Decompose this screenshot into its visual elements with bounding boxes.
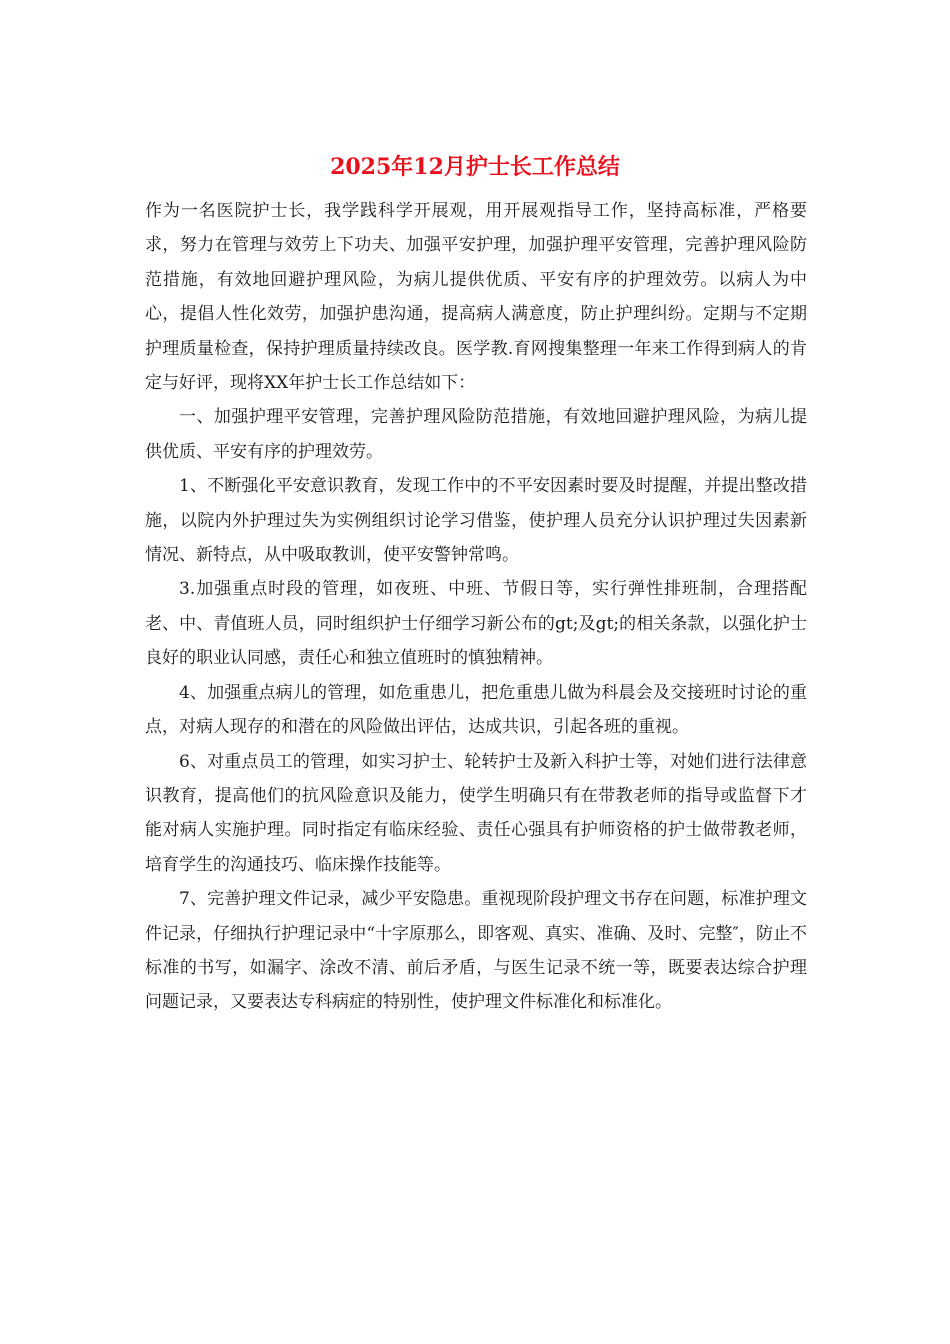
item-paragraph-1: 1、不断强化平安意识教育，发现工作中的不平安因素时要及时提醒，并提出整改措施，以院内外护理过失为实例组织讨论学习借鉴，使护理人员充分认识护理过失因素新情况、新特点，从中吸取教训，使平安警钟常鸣。 — [145, 476, 807, 566]
item-paragraph-7: 7、完善护理文件记录，减少平安隐患。重视现阶段护理文书存在问题，标准护理文件记录，仔细执行护理记录中“十字原那么，即客观、真实、准确、及时、完整″，防止不标准的书写，如漏字、涂改不清、前后矛盾，与医生记录不统一等，既要表达综合护理问题记录，又要表达专科病症的特别性，使护理文件标准化和标准化。 — [145, 889, 807, 1013]
item-paragraph-6: 6、对重点员工的管理，如实习护士、轮转护士及新入科护士等，对她们进行法律意识教育，提高他们的抗风险意识及能力，使学生明确只有在带教老师的指导或监督下才能对病人实施护理。同时指定有临床经验、责任心强具有护师资格的护士做带教老师，培育学生的沟通技巧、临床操作技能等。 — [145, 751, 807, 875]
section-heading-1: 一、加强护理平安管理，完善护理风险防范措施，有效地回避护理风险，为病儿提供优质、平安有序的护理效劳。 — [145, 407, 807, 462]
intro-paragraph: 作为一名医院护士长，我学践科学开展观，用开展观指导工作，坚持高标准，严格要求，努力在管理与效劳上下功夫、加强平安护理，加强护理平安管理，完善护理风险防范措施，有效地回避护理风险，为病儿提供优质、平安有序的护理效劳。以病人为中心，提倡人性化效劳，加强护患沟通，提高病人满意度，防止护理纠纷。定期与不定期护理质量检查，保持护理质量持续改良。医学教.育网搜集整理一年来工作得到病人的肯定与好评，现将XX年护士长工作总结如下： — [145, 201, 807, 394]
document-title: 2025年12月护士长工作总结 — [330, 154, 620, 180]
item-paragraph-4: 4、加强重点病儿的管理，如危重患儿，把危重患儿做为科晨会及交接班时讨论的重点，对病人现存的和潜在的风险做出评估，达成共识，引起各班的重视。 — [145, 682, 807, 738]
document-body — [145, 194, 807, 1020]
item-paragraph-3: 3.加强重点时段的管理，如夜班、中班、节假日等，实行弹性排班制，合理搭配老、中、青值班人员，同时组织护士仔细学习新公布的gt;及gt;的相关条款，以强化护士良好的职业认同感，责任心和独立值班时的慎独精神。 — [145, 579, 807, 669]
